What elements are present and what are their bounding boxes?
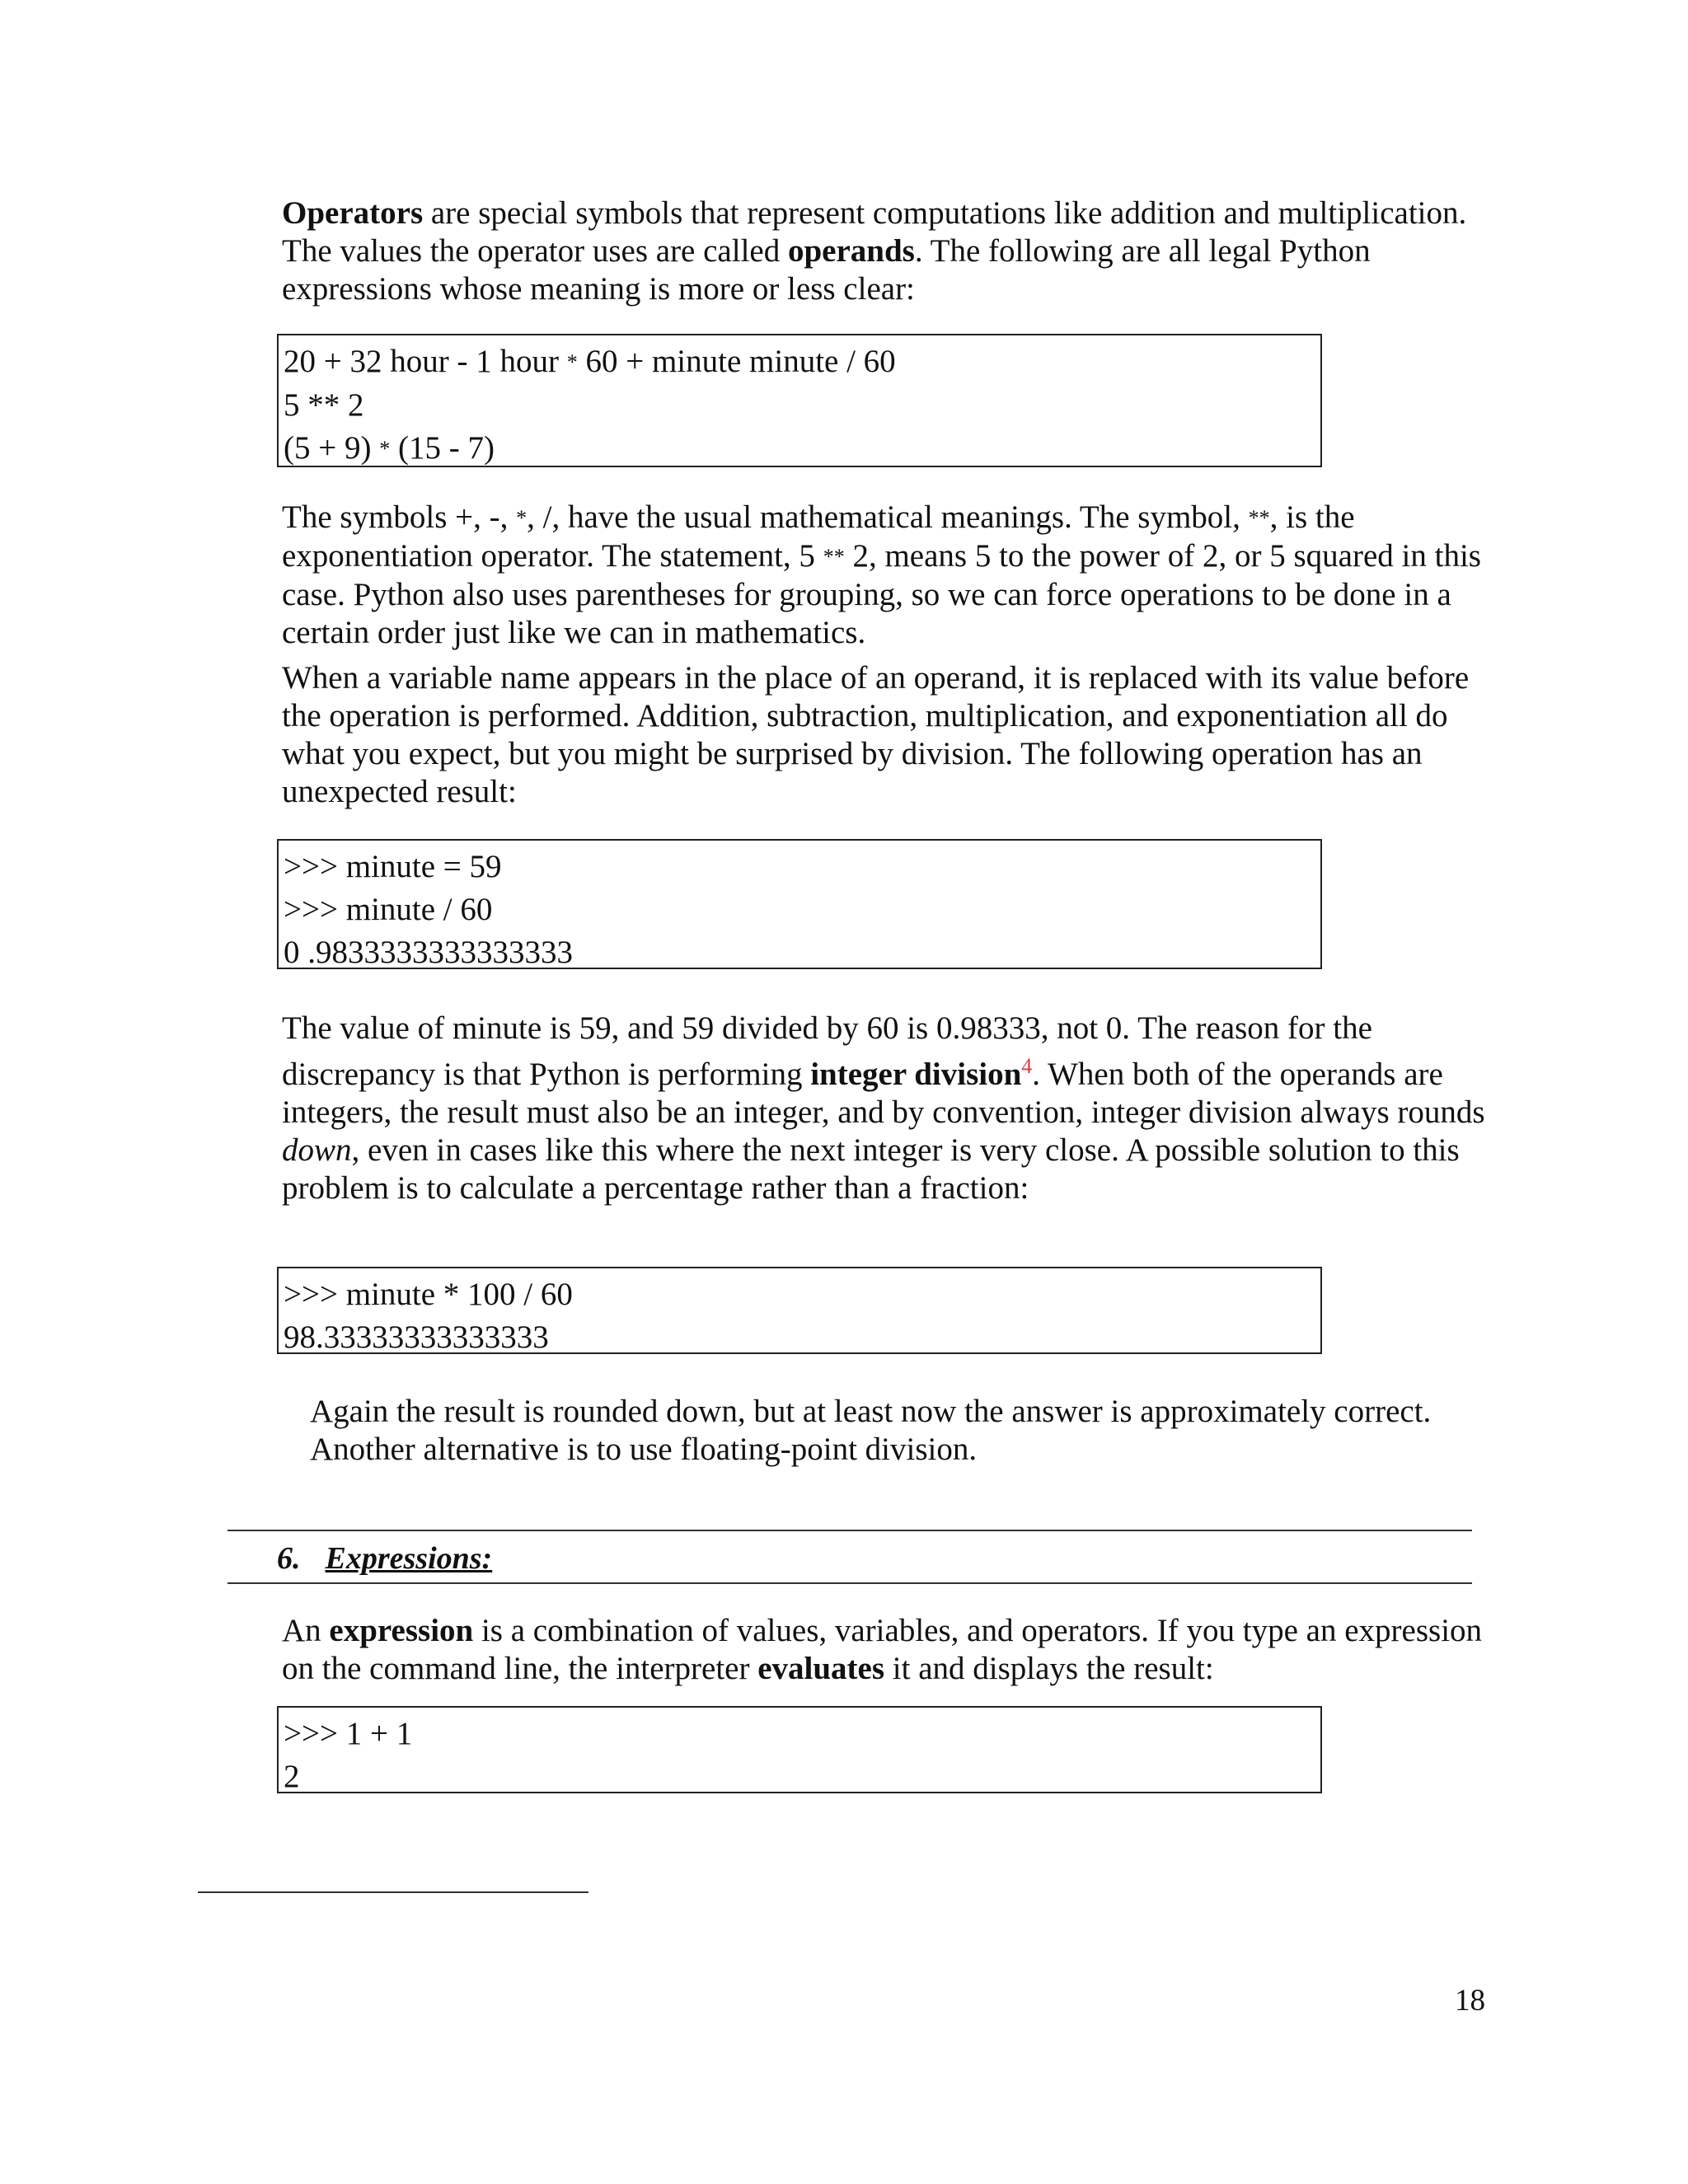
code-line: 98.33333333333333: [284, 1319, 549, 1355]
footnote-marker[interactable]: 4: [1021, 1054, 1033, 1078]
code-star: *: [379, 437, 391, 461]
code-box-percentage: [277, 1267, 1322, 1354]
code-line: 0 .9833333333333333: [284, 935, 573, 970]
code-star: *: [566, 350, 578, 374]
symbols-text: , is the exponentiation operator. The statement, 5: [282, 499, 1355, 574]
expression-text: is a combination of values, variables, and operators. If you type an expression on the command line, the interpreter: [282, 1613, 1483, 1686]
code-line: [284, 340, 1320, 384]
page-number: 18: [1455, 1984, 1485, 2018]
code-line: >>> minute = 59: [284, 849, 502, 884]
division-text: , even in cases like this where the next integer is very close. A possible solution to this problem is to calculate a percentage rather than a fraction:: [282, 1132, 1460, 1206]
expression-text: it and displays the result:: [884, 1651, 1214, 1686]
double-star-symbol: **: [1248, 506, 1270, 530]
code-text: (5 + 9): [284, 430, 380, 466]
footnote-separator: [198, 1891, 588, 1893]
expression-text: An: [282, 1613, 330, 1648]
symbols-text: The symbols +, -,: [282, 499, 517, 535]
code-text: 20 + 32 hour - 1 hour: [284, 344, 567, 379]
section-bottom-rule: [227, 1582, 1472, 1584]
division-text: . When both of the operands are integers, the result must also be an integer, and by convention, integer division always rounds: [282, 1057, 1485, 1130]
section-number: 6.: [277, 1541, 301, 1576]
code-line: [284, 427, 1320, 471]
code-line: >>> 1 + 1: [284, 1716, 413, 1751]
operators-paragraph: [282, 194, 1502, 308]
operators-term: Operators: [282, 195, 424, 231]
code-line: 5 ** 2: [284, 387, 364, 423]
operands-term: operands: [787, 233, 915, 269]
code-text: 60 + minute minute / 60: [577, 344, 896, 379]
expression-paragraph: [282, 1612, 1502, 1688]
symbols-text: , /, have the usual mathematical meanings. The symbol,: [527, 499, 1249, 535]
integer-division-term: integer division: [810, 1057, 1022, 1092]
operators-text: are special symbols that represent computations like addition and multiplication. The values the operator uses are called: [282, 195, 1467, 269]
code-line: >>> minute * 100 / 60: [284, 1277, 573, 1312]
again-paragraph: Again the result is rounded down, but at least now the answer is approximately correct. Another alternative is to use floating-point division.: [310, 1394, 1432, 1467]
variable-paragraph: When a variable name appears in the place of an operand, it is replaced with its value before the operation is performed. Addition, subtraction, multiplication, and exponentiation all do what you expect, but you might be surprised by division. The following operation has an unexpected result:: [282, 660, 1470, 809]
section-top-rule: [227, 1530, 1472, 1531]
code-text: (15 - 7): [390, 430, 495, 466]
division-paragraph: [282, 1010, 1502, 1207]
section-heading: [277, 1540, 492, 1577]
symbols-paragraph: [282, 499, 1502, 652]
code-box-division: [277, 839, 1322, 969]
symbols-text: 2, means 5 to the power of 2, or 5 squared in this case. Python also uses parentheses for grouping, so we can force operations to be done in a certain order just like we can in mathematics.: [282, 538, 1481, 650]
code-line: 2: [284, 1759, 300, 1794]
star-symbol: *: [516, 506, 528, 530]
double-star-symbol: **: [823, 545, 845, 569]
code-box-expression: [277, 1706, 1322, 1793]
down-emphasis: down: [282, 1132, 352, 1168]
code-line: >>> minute / 60: [284, 892, 493, 927]
division-text: The value of minute is 59, and 59 divided by 60 is 0.98333, not 0. The reason for the discrepancy is that Python is performing: [282, 1010, 1372, 1092]
evaluates-term: evaluates: [757, 1651, 885, 1686]
section-title: Expressions:: [325, 1541, 493, 1576]
operands-text: . The following are all legal Python expressions whose meaning is more or less clear:: [282, 233, 1371, 307]
code-box-expressions: [277, 334, 1322, 467]
expression-term: expression: [329, 1613, 474, 1648]
